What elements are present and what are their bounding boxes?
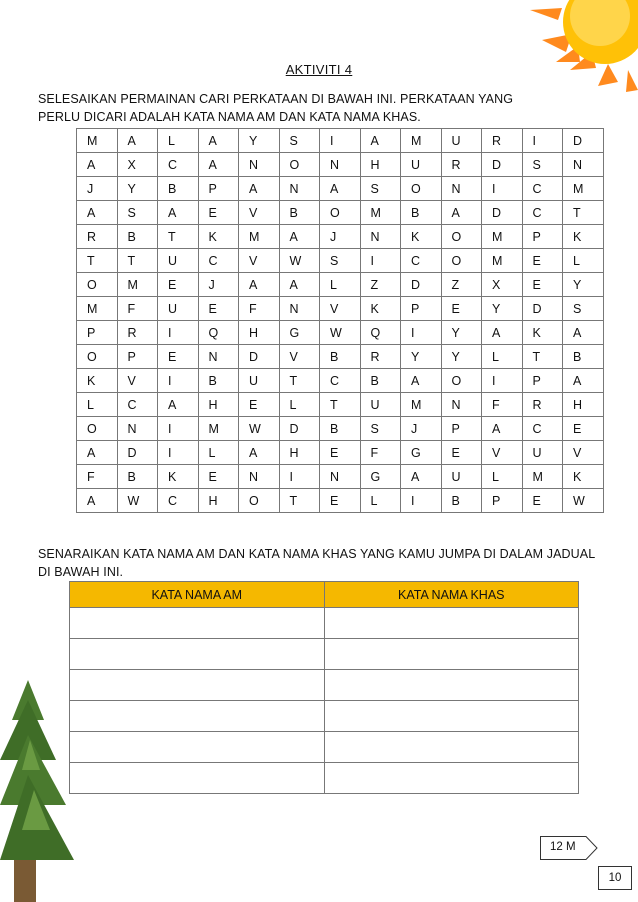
grid-cell: P [117, 345, 158, 369]
grid-cell: A [279, 225, 320, 249]
grid-cell: E [239, 393, 280, 417]
grid-cell: M [239, 225, 280, 249]
grid-cell: L [198, 441, 239, 465]
grid-cell: L [482, 465, 523, 489]
grid-cell: J [401, 417, 442, 441]
grid-cell: N [279, 177, 320, 201]
grid-cell: P [198, 177, 239, 201]
grid-cell: G [279, 321, 320, 345]
grid-cell: C [522, 177, 563, 201]
grid-cell: E [522, 249, 563, 273]
grid-cell: U [158, 249, 199, 273]
grid-cell: L [360, 489, 401, 513]
grid-cell: A [158, 201, 199, 225]
grid-cell: A [198, 153, 239, 177]
grid-cell: C [198, 249, 239, 273]
grid-cell: E [198, 201, 239, 225]
grid-cell: V [239, 201, 280, 225]
grid-cell: V [117, 369, 158, 393]
grid-cell: Z [441, 273, 482, 297]
grid-cell: W [239, 417, 280, 441]
grid-cell: S [320, 249, 361, 273]
grid-cell: G [360, 465, 401, 489]
grid-cell: E [198, 465, 239, 489]
answer-row [70, 701, 579, 732]
grid-cell: D [563, 129, 604, 153]
grid-cell: Y [441, 321, 482, 345]
grid-cell: A [441, 201, 482, 225]
grid-cell: U [239, 369, 280, 393]
grid-cell: O [441, 369, 482, 393]
grid-cell: J [77, 177, 118, 201]
grid-cell: A [239, 441, 280, 465]
grid-cell: E [522, 273, 563, 297]
grid-cell: X [482, 273, 523, 297]
grid-cell: P [401, 297, 442, 321]
grid-cell: C [158, 153, 199, 177]
grid-cell: A [77, 489, 118, 513]
grid-cell: F [482, 393, 523, 417]
grid-row [77, 465, 604, 489]
grid-cell: D [482, 153, 523, 177]
grid-cell: B [198, 369, 239, 393]
grid-cell: T [522, 345, 563, 369]
grid-cell: A [482, 417, 523, 441]
grid-cell: P [482, 489, 523, 513]
answer-cell-khas[interactable] [324, 732, 579, 763]
grid-cell: S [117, 201, 158, 225]
grid-cell: I [158, 369, 199, 393]
grid-cell: B [563, 345, 604, 369]
grid-cell: I [482, 369, 523, 393]
grid-cell: D [522, 297, 563, 321]
grid-cell: T [279, 489, 320, 513]
word-search-grid [76, 128, 604, 513]
grid-cell: S [522, 153, 563, 177]
grid-cell: K [563, 225, 604, 249]
instructions-text: SELESAIKAN PERMAINAN CARI PERKATAAN DI BAWAH INI. PERKATAAN YANG PERLU DICARI ADALAH KATA NAMA AM DAN KATA NAMA KHAS. [38, 92, 514, 124]
answer-row [70, 608, 579, 639]
grid-cell: U [360, 393, 401, 417]
grid-cell: Z [360, 273, 401, 297]
grid-cell: V [279, 345, 320, 369]
grid-cell: F [117, 297, 158, 321]
grid-cell: A [563, 369, 604, 393]
grid-cell: I [522, 129, 563, 153]
grid-cell: A [482, 321, 523, 345]
grid-cell: N [198, 345, 239, 369]
grid-cell: I [320, 129, 361, 153]
grid-cell: V [482, 441, 523, 465]
answer-row [70, 670, 579, 701]
answer-cell-khas[interactable] [324, 670, 579, 701]
grid-cell: M [77, 129, 118, 153]
grid-cell: T [279, 369, 320, 393]
pine-tree-illustration [0, 680, 80, 902]
grid-cell: K [360, 297, 401, 321]
grid-cell: R [482, 129, 523, 153]
grid-cell: B [320, 345, 361, 369]
grid-cell: A [401, 465, 442, 489]
grid-cell: L [320, 273, 361, 297]
grid-cell: M [482, 249, 523, 273]
grid-cell: U [441, 465, 482, 489]
grid-cell: O [77, 273, 118, 297]
grid-cell: I [279, 465, 320, 489]
grid-cell: A [401, 369, 442, 393]
grid-cell: R [117, 321, 158, 345]
grid-cell: K [522, 321, 563, 345]
grid-cell: H [279, 441, 320, 465]
grid-cell: D [279, 417, 320, 441]
grid-cell: T [77, 249, 118, 273]
grid-cell: F [239, 297, 280, 321]
answer-cell-khas[interactable] [324, 608, 579, 639]
grid-cell: E [441, 441, 482, 465]
grid-cell: E [441, 297, 482, 321]
grid-cell: H [198, 489, 239, 513]
grid-cell: A [563, 321, 604, 345]
grid-cell: D [239, 345, 280, 369]
grid-cell: J [198, 273, 239, 297]
grid-cell: R [522, 393, 563, 417]
grid-row [77, 417, 604, 441]
grid-cell: C [522, 201, 563, 225]
grid-cell: N [441, 177, 482, 201]
grid-cell: W [563, 489, 604, 513]
grid-cell: S [563, 297, 604, 321]
answer-cell-am[interactable] [70, 701, 325, 732]
grid-cell: E [158, 345, 199, 369]
grid-cell: A [239, 177, 280, 201]
grid-cell: Y [239, 129, 280, 153]
grid-cell: I [158, 321, 199, 345]
grid-cell: H [198, 393, 239, 417]
grid-cell: N [279, 297, 320, 321]
grid-cell: R [360, 345, 401, 369]
grid-cell: U [401, 153, 442, 177]
grid-cell: P [77, 321, 118, 345]
grid-cell: L [77, 393, 118, 417]
grid-cell: A [77, 201, 118, 225]
grid-cell: N [360, 225, 401, 249]
grid-cell: K [198, 225, 239, 249]
grid-cell: L [482, 345, 523, 369]
grid-cell: N [320, 465, 361, 489]
grid-cell: A [117, 129, 158, 153]
answer-cell-khas[interactable] [324, 763, 579, 794]
grid-cell: R [77, 225, 118, 249]
list-instructions-text: SENARAIKAN KATA NAMA AM DAN KATA NAMA KHAS YANG KAMU JUMPA DI DALAM JADUAL DI BAWAH INI. [38, 547, 595, 579]
grid-cell: A [320, 177, 361, 201]
header-kata-nama-am: KATA NAMA AM [70, 582, 325, 608]
grid-cell: I [482, 177, 523, 201]
answer-cell-khas[interactable] [324, 701, 579, 732]
grid-cell: F [77, 465, 118, 489]
grid-cell: O [77, 345, 118, 369]
grid-cell: P [522, 369, 563, 393]
grid-cell: B [441, 489, 482, 513]
grid-row [77, 369, 604, 393]
grid-cell: H [360, 153, 401, 177]
grid-cell: C [320, 369, 361, 393]
grid-row [77, 393, 604, 417]
grid-cell: B [320, 417, 361, 441]
grid-row [77, 321, 604, 345]
grid-cell: V [563, 441, 604, 465]
grid-cell: O [441, 225, 482, 249]
answer-row [70, 763, 579, 794]
grid-cell: U [158, 297, 199, 321]
grid-cell: Y [441, 345, 482, 369]
grid-cell: C [401, 249, 442, 273]
grid-cell: W [320, 321, 361, 345]
grid-cell: N [239, 153, 280, 177]
grid-cell: L [563, 249, 604, 273]
grid-cell: S [360, 177, 401, 201]
grid-cell: E [320, 489, 361, 513]
grid-cell: T [117, 249, 158, 273]
grid-cell: I [401, 489, 442, 513]
grid-cell: A [158, 393, 199, 417]
grid-cell: M [482, 225, 523, 249]
grid-cell: A [279, 273, 320, 297]
grid-cell: D [482, 201, 523, 225]
grid-cell: W [117, 489, 158, 513]
grid-cell: A [360, 129, 401, 153]
answer-cell-am[interactable] [70, 732, 325, 763]
grid-cell: N [239, 465, 280, 489]
grid-cell: B [117, 465, 158, 489]
grid-cell: Y [482, 297, 523, 321]
grid-cell: M [401, 393, 442, 417]
grid-cell: C [117, 393, 158, 417]
grid-cell: U [441, 129, 482, 153]
grid-cell: N [117, 417, 158, 441]
grid-cell: M [522, 465, 563, 489]
grid-cell: P [441, 417, 482, 441]
grid-cell: E [158, 273, 199, 297]
grid-cell: I [360, 249, 401, 273]
grid-cell: J [320, 225, 361, 249]
grid-cell: D [401, 273, 442, 297]
grid-cell: B [401, 201, 442, 225]
answer-cell-am[interactable] [70, 670, 325, 701]
grid-cell: A [77, 153, 118, 177]
grid-cell: G [401, 441, 442, 465]
grid-cell: K [77, 369, 118, 393]
grid-cell: Y [563, 273, 604, 297]
grid-cell: V [239, 249, 280, 273]
answer-row [70, 639, 579, 670]
grid-cell: Q [198, 321, 239, 345]
grid-cell: K [158, 465, 199, 489]
grid-cell: O [320, 201, 361, 225]
grid-cell: L [279, 393, 320, 417]
answer-cell-am[interactable] [70, 608, 325, 639]
grid-cell: A [77, 441, 118, 465]
grid-cell: B [360, 369, 401, 393]
grid-cell: N [320, 153, 361, 177]
grid-cell: X [117, 153, 158, 177]
grid-cell: K [401, 225, 442, 249]
grid-cell: M [563, 177, 604, 201]
answer-row [70, 732, 579, 763]
answer-cell-am[interactable] [70, 763, 325, 794]
grid-cell: I [158, 417, 199, 441]
answer-cell-am[interactable] [70, 639, 325, 670]
grid-cell: B [117, 225, 158, 249]
grid-cell: D [117, 441, 158, 465]
grid-cell: T [320, 393, 361, 417]
grid-cell: L [158, 129, 199, 153]
grid-cell: N [563, 153, 604, 177]
grid-cell: O [279, 153, 320, 177]
grid-cell: I [401, 321, 442, 345]
grid-cell: K [563, 465, 604, 489]
grid-row [77, 153, 604, 177]
tag-label: 12 M [550, 841, 576, 853]
answer-table [69, 581, 579, 794]
grid-cell: T [563, 201, 604, 225]
grid-cell: S [360, 417, 401, 441]
grid-row [77, 225, 604, 249]
grid-cell: F [360, 441, 401, 465]
grid-cell: I [158, 441, 199, 465]
grid-cell: A [239, 273, 280, 297]
grid-cell: A [198, 129, 239, 153]
grid-cell: E [320, 441, 361, 465]
grid-cell: H [563, 393, 604, 417]
page-number: 10 [598, 866, 632, 890]
grid-row [77, 249, 604, 273]
activity-title: AKTIVITI 4 [285, 62, 353, 77]
grid-cell: Y [401, 345, 442, 369]
grid-cell: E [522, 489, 563, 513]
grid-cell: M [77, 297, 118, 321]
grid-cell: E [563, 417, 604, 441]
grid-cell: M [401, 129, 442, 153]
grid-cell: O [401, 177, 442, 201]
grid-cell: U [522, 441, 563, 465]
grid-cell: S [279, 129, 320, 153]
grid-cell: P [522, 225, 563, 249]
grid-cell: M [198, 417, 239, 441]
grid-cell: O [77, 417, 118, 441]
grid-row [77, 273, 604, 297]
grid-cell: N [441, 393, 482, 417]
grid-cell: R [441, 153, 482, 177]
grid-cell: V [320, 297, 361, 321]
header-kata-nama-khas: KATA NAMA KHAS [324, 582, 579, 608]
grid-cell: C [522, 417, 563, 441]
answer-cell-khas[interactable] [324, 639, 579, 670]
grid-cell: M [360, 201, 401, 225]
grid-row [77, 489, 604, 513]
grid-cell: E [198, 297, 239, 321]
grid-cell: Y [117, 177, 158, 201]
grid-cell: O [441, 249, 482, 273]
grid-cell: W [279, 249, 320, 273]
grid-row [77, 297, 604, 321]
grid-row [77, 441, 604, 465]
grid-cell: M [117, 273, 158, 297]
grid-row [77, 201, 604, 225]
grid-row [77, 345, 604, 369]
grid-cell: Q [360, 321, 401, 345]
grid-row [77, 177, 604, 201]
grid-cell: B [279, 201, 320, 225]
grid-cell: T [158, 225, 199, 249]
grid-row [77, 129, 604, 153]
grid-cell: O [239, 489, 280, 513]
grid-cell: C [158, 489, 199, 513]
grid-cell: H [239, 321, 280, 345]
grid-cell: B [158, 177, 199, 201]
